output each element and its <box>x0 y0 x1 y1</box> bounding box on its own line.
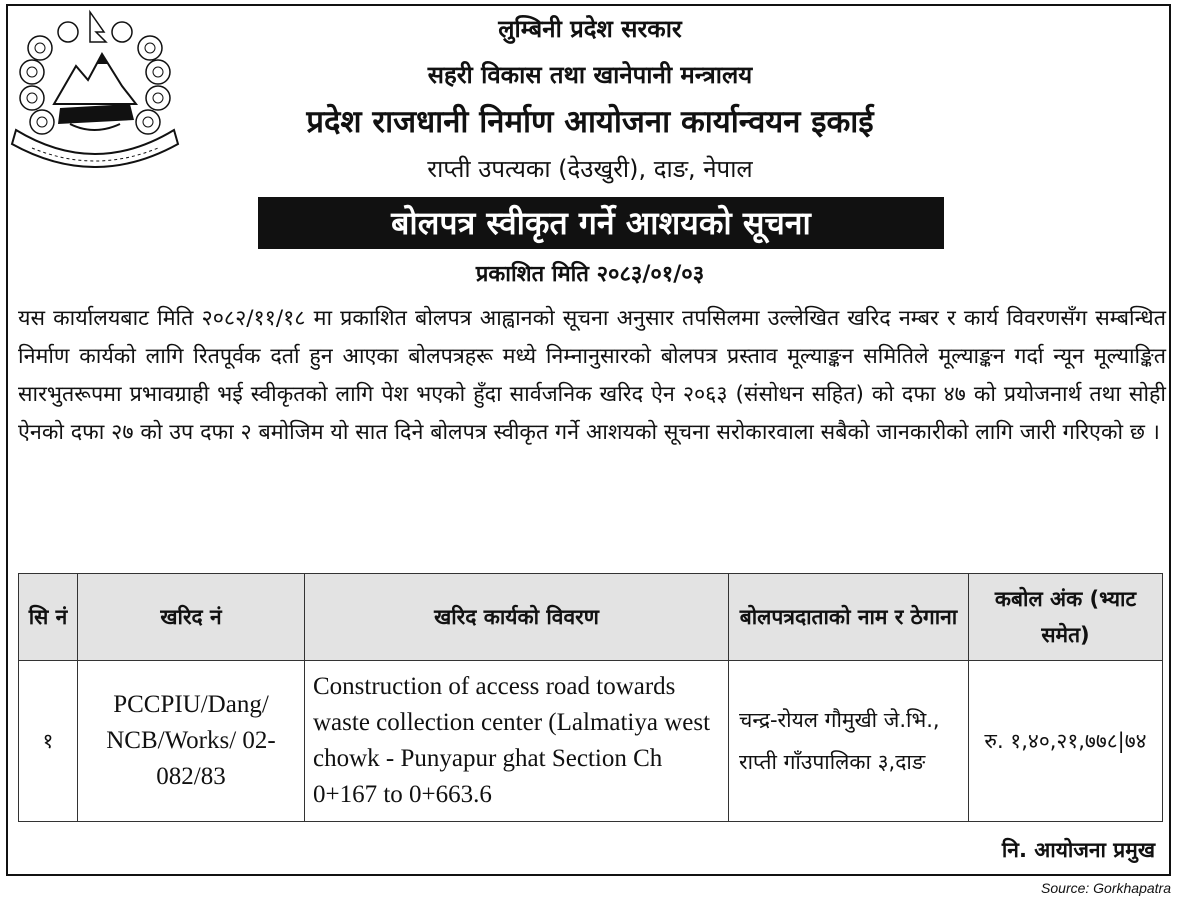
row-bidder: चन्द्र-रोयल गौमुखी जे.भि., राप्ती गाँउपालिका ३,दाङ <box>729 661 969 822</box>
office-title: प्रदेश राजधानी निर्माण आयोजना कार्यान्वयन इकाई <box>306 104 874 140</box>
header-bidder: बोलपत्रदाताको नाम र ठेगाना <box>729 574 969 661</box>
header-procurement-no: खरिद नं <box>78 574 305 661</box>
ministry-title: सहरी विकास तथा खानेपानी मन्त्रालय <box>427 61 753 89</box>
header-description: खरिद कार्यको विवरण <box>305 574 729 661</box>
signatory-title: नि. आयोजना प्रमुख <box>1001 838 1155 862</box>
nepal-government-emblem-icon <box>10 8 180 168</box>
published-date: प्रकाशित मिति २०८३/०१/०३ <box>475 262 705 287</box>
row-procurement-no: PCCPIU/Dang/ NCB/Works/ 02-082/83 <box>78 661 305 822</box>
office-address: राप्ती उपत्यका (देउखुरी), दाङ, नेपाल <box>427 155 753 183</box>
row-amount: रु. १,४०,२१,७७८|७४ <box>969 661 1163 822</box>
row-description: Construction of access road towards waste collection center (Lalmatiya west chowk - Punyapur ghat Section Ch 0+167 to 0+663.6 <box>305 661 729 822</box>
header-amount: कबोल अंक (भ्याट समेत) <box>969 574 1163 661</box>
source-credit: Source: Gorkhapatra <box>1041 880 1171 896</box>
row-sn: १ <box>19 661 78 822</box>
header-sn: सि नं <box>19 574 78 661</box>
province-government-title: लुम्बिनी प्रदेश सरकार <box>498 15 682 43</box>
notice-body: यस कार्यालयबाट मिति २०८२/११/१८ मा प्रकाशित बोलपत्र आह्वानको सूचना अनुसार तपसिलमा उल्लेखित खरिद नम्बर र कार्य विवरणसँग सम्बन्धित निर्माण कार्यको लागि रितपूर्वक दर्ता हुन आएका बोलपत्रहरू मध्ये निम्नानुसारको बोलपत्र प्रस्ताव मूल्याङ्कन समितिले मूल्याङ्कन गर्दा न्यून मूल्याङ्कित सारभुतरूपमा प्रभावग्राही भई स्वीकृतको लागि पेश भएको हुँदा सार्वजनिक खरिद ऐन २०६३ (संसोधन सहित) को दफा ४७ को प्रयोजनार्थ तथा सोही ऐनको दफा २७ को उप दफा २ बमोजिम यो सात दिने बोलपत्र स्वीकृत गर्ने आशयको सूचना सरोकारवाला सबैको जानकारीको लागि जारी गरिएको छ । <box>18 306 1166 445</box>
table-header-row <box>19 574 1163 661</box>
notice-title-banner: बोलपत्र स्वीकृत गर्ने आशयको सूचना <box>258 197 944 249</box>
table-row <box>19 661 1163 822</box>
tender-table <box>18 573 1163 822</box>
